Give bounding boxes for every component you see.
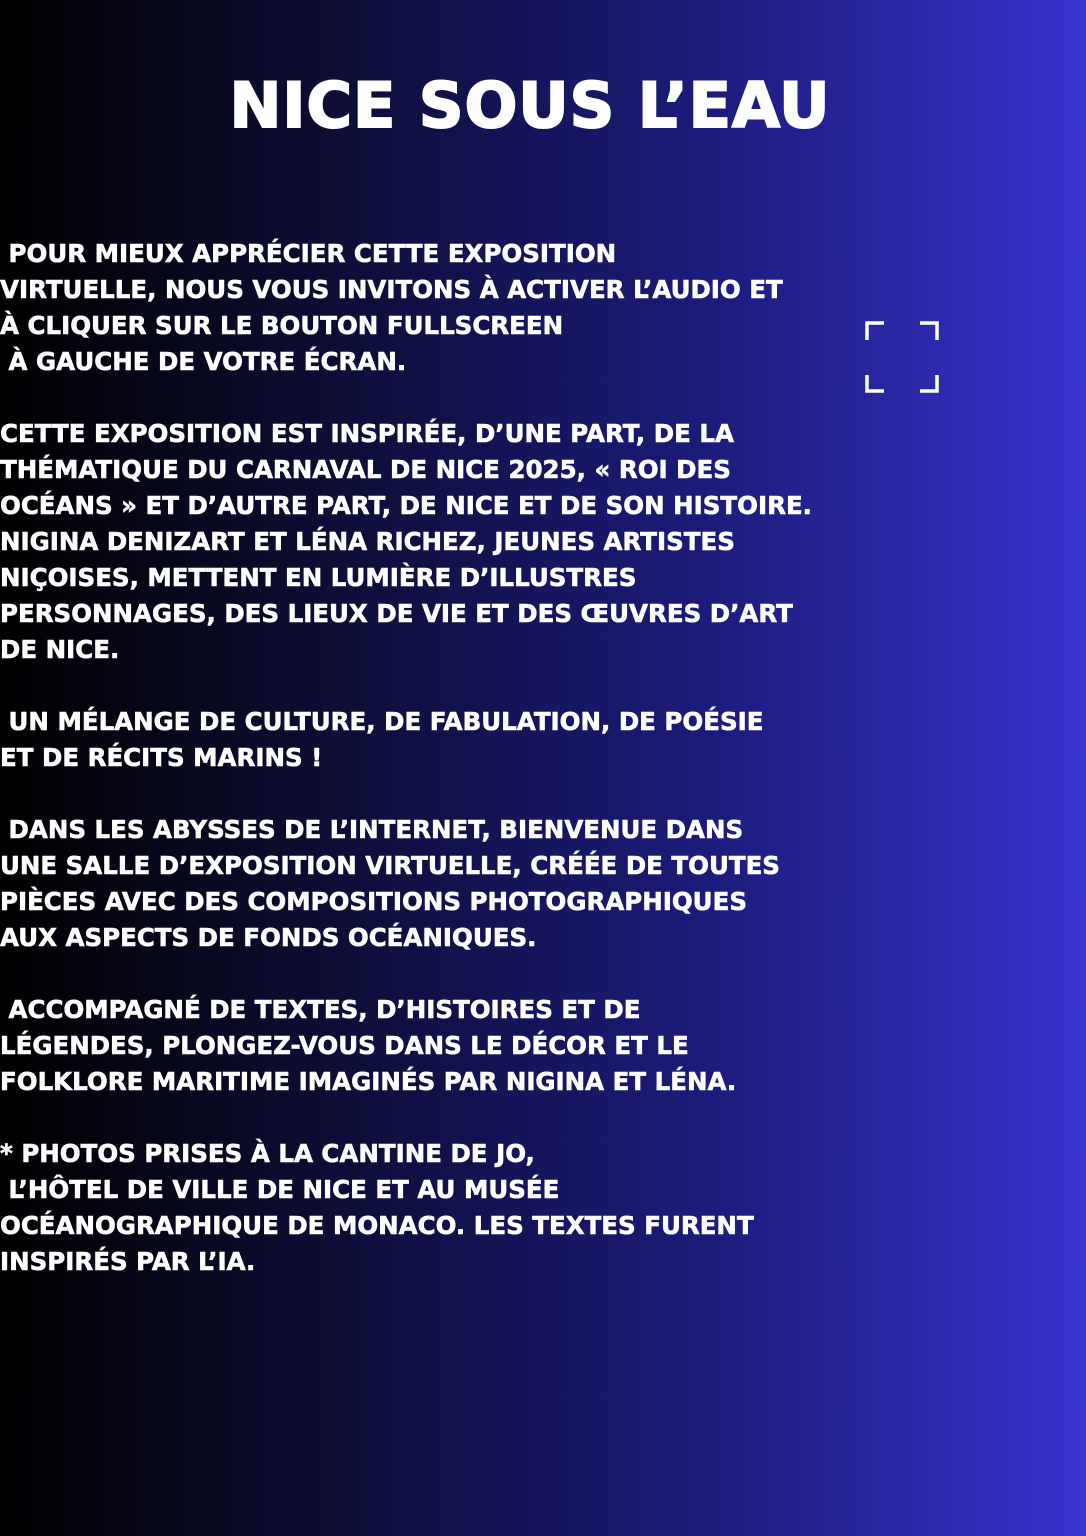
text-line: AUX ASPECTS DE FONDS OCÉANIQUES. — [0, 923, 537, 952]
text-line: NIÇOISES, METTENT EN LUMIÈRE D’ILLUSTRES — [0, 563, 637, 592]
text-line: DE NICE. — [0, 635, 120, 664]
text-line: PIÈCES AVEC DES COMPOSITIONS PHOTOGRAPHIQUES — [0, 887, 747, 916]
text-line: À GAUCHE DE VOTRE ÉCRAN. — [0, 347, 407, 376]
text-line: ACCOMPAGNÉ DE TEXTES, D’HISTOIRES ET DE — [0, 995, 641, 1024]
text-line: UN MÉLANGE DE CULTURE, DE FABULATION, DE POÉSIE — [0, 707, 764, 736]
text-line: ET DE RÉCITS MARINS ! — [0, 743, 323, 772]
text-line: L’HÔTEL DE VILLE DE NICE ET AU MUSÉE — [0, 1175, 560, 1204]
fullscreen-icon — [864, 320, 940, 394]
text-line: THÉMATIQUE DU CARNAVAL DE NICE 2025, « ROI DES — [0, 455, 731, 484]
text-line: CETTE EXPOSITION EST INSPIRÉE, D’UNE PART, DE LA — [0, 419, 734, 448]
text-line: VIRTUELLE, NOUS VOUS INVITONS À ACTIVER L’AUDIO ET — [0, 275, 783, 304]
page-title: NICE SOUS L’EAU — [229, 69, 831, 142]
text-line: DANS LES ABYSSES DE L’INTERNET, BIENVENUE DANS — [0, 815, 744, 844]
text-line: NIGINA DENIZART ET LÉNA RICHEZ, JEUNES ARTISTES — [0, 527, 735, 556]
text-line: OCÉANS » ET D’AUTRE PART, DE NICE ET DE SON HISTOIRE. — [0, 491, 812, 520]
text-line: OCÉANOGRAPHIQUE DE MONACO. LES TEXTES FURENT — [0, 1211, 754, 1240]
text-line: INSPIRÉS PAR L’IA. — [0, 1247, 256, 1276]
text-line: UNE SALLE D’EXPOSITION VIRTUELLE, CRÉÉE DE TOUTES — [0, 851, 780, 880]
text-line: À CLIQUER SUR LE BOUTON FULLSCREEN — [0, 311, 564, 340]
text-line: POUR MIEUX APPRÉCIER CETTE EXPOSITION — [0, 239, 617, 268]
text-line: PERSONNAGES, DES LIEUX DE VIE ET DES ŒUVRES D’ART — [0, 599, 793, 628]
text-line: * PHOTOS PRISES À LA CANTINE DE JO, — [0, 1139, 535, 1168]
text-line: LÉGENDES, PLONGEZ-VOUS DANS LE DÉCOR ET LE — [0, 1031, 689, 1060]
text-line: FOLKLORE MARITIME IMAGINÉS PAR NIGINA ET LÉNA. — [0, 1067, 737, 1096]
